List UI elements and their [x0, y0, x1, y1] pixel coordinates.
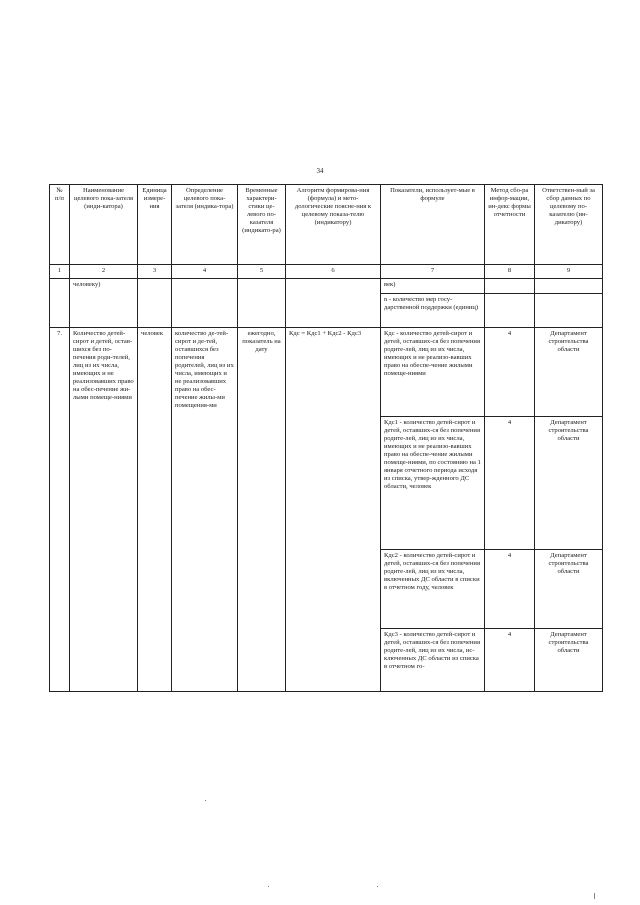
row7-indicator-3: Кдс2 - количество детей-сирот и детей, оставших-ся без попечения родите-лей, лиц из их числа, включенных ДС области в списки в отчетном году, человек	[381, 550, 485, 629]
index-cell: 7	[381, 265, 485, 279]
index-cell: 6	[286, 265, 381, 279]
indicator-table	[49, 184, 603, 692]
page-number: 34	[316, 167, 324, 175]
row7-method-1: 4	[485, 328, 535, 417]
header-name: Наименование целевого пока-зателя (инди-катора)	[70, 185, 138, 265]
continuation-indicator-tail: век)	[381, 279, 485, 294]
row7-indicator-1: Кдс - количество детей-сирот и детей, оставших-ся без попечения родите-лей, лиц из их числа, имеющих и не реализо-вавших право на обеспе-чение жилыми помеще-ниями	[381, 328, 485, 417]
continuation-name: человеку)	[70, 279, 138, 328]
row7-method-4: 4	[485, 629, 535, 692]
index-cell: 8	[485, 265, 535, 279]
row7-timing: ежегодно, показатель на дату	[238, 328, 286, 692]
continuation-n-responsible	[535, 294, 603, 328]
continuation-unit	[138, 279, 172, 328]
row7-num: 7.	[50, 328, 70, 692]
continuation-responsible	[535, 279, 603, 294]
scan-mark	[594, 893, 595, 899]
index-cell: 1	[50, 265, 70, 279]
row7-responsible-1: Департамент строительства области	[535, 328, 603, 417]
row7-name: Количество детей-сирот и детей, остав-шихся без по-печения роди-телей, лиц из их числа, имеющих и не реализовавших право на обес-печение жи-лыми помеще-ниями	[70, 328, 138, 692]
row7-responsible-4: Департамент строительства области	[535, 629, 603, 692]
header-method: Метод сбо-ра инфор-мации, ин-декс формы отчетности	[485, 185, 535, 265]
index-row	[50, 265, 603, 279]
header-responsible: Ответствен-ный за сбор данных по целевому по-казателю (ин-дикатору)	[535, 185, 603, 265]
header-definition: Определение целевого пока-зателя (индика-тора)	[172, 185, 238, 265]
index-cell: 3	[138, 265, 172, 279]
header-formula: Алгоритм формирова-ния (формула) и мето-дологические поясне-ния к целевому показа-телю (индикатору)	[286, 185, 381, 265]
row7-method-2: 4	[485, 417, 535, 550]
scan-speck	[205, 800, 206, 801]
row7-unit: человек	[138, 328, 172, 692]
continuation-formula	[286, 279, 381, 328]
scan-speck	[268, 886, 269, 887]
continuation-row	[50, 279, 603, 294]
row7-method-3: 4	[485, 550, 535, 629]
row7-responsible-2: Департамент строительства области	[535, 417, 603, 550]
header-timing: Временные характери-стики це-левого по-казателя (индикато-ра)	[238, 185, 286, 265]
header-unit: Единица измере-ния	[138, 185, 172, 265]
index-cell: 4	[172, 265, 238, 279]
header-num: № п/п	[50, 185, 70, 265]
index-cell: 5	[238, 265, 286, 279]
index-cell: 9	[535, 265, 603, 279]
row7-responsible-3: Департамент строительства области	[535, 550, 603, 629]
table-header-row	[50, 185, 603, 265]
row7-indicator-2: Кдс1 - количество детей-сирот и детей, оставших-ся без попечения родите-лей, лиц из их числа, имеющих и не реализо-вавших право на обеспе-чение жилыми помеще-ниями, по состоянию на 1 января отчетного периода исходя из списка, утвер-жденного ДС области, человек	[381, 417, 485, 550]
continuation-method	[485, 279, 535, 294]
continuation-num	[50, 279, 70, 328]
continuation-n-definition: n - количество мер госу-дарственной поддержки (единиц)	[381, 294, 485, 328]
header-indicators: Показатели, использует-мые в формуле	[381, 185, 485, 265]
scan-speck	[377, 886, 378, 887]
row7-formula: Кдс = Кдс1 + Кдс2 - Кдс3	[286, 328, 381, 692]
row7-definition: количество де-тей-сирот и де-тей, оставшихся без попечения родителей, лиц из их числа, имеющих и не реализовавших право на обес-печение жилы-ми помещения-ми	[172, 328, 238, 692]
row7-indicator-4: Кдс3 - количество детей-сирот и детей, оставших-ся без попечения родите-лей, лиц из их числа, ис-ключенных ДС области из списка в отчетном го-	[381, 629, 485, 692]
continuation-n-method	[485, 294, 535, 328]
index-cell: 2	[70, 265, 138, 279]
table-row	[50, 328, 603, 417]
continuation-timing	[238, 279, 286, 328]
continuation-definition	[172, 279, 238, 328]
